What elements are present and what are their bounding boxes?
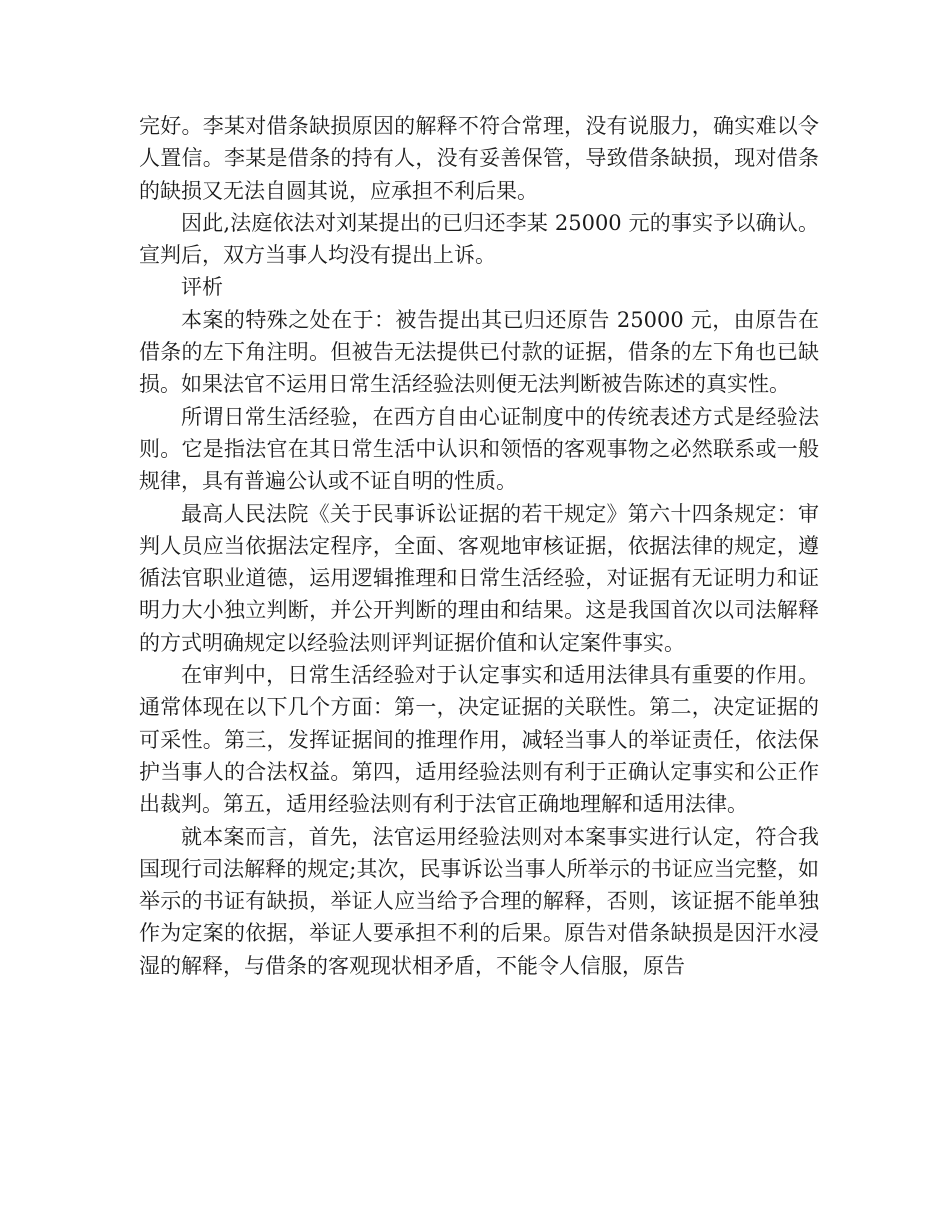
paragraph-supreme-court-rule: 最高人民法院《关于民事诉讼证据的若干规定》第六十四条规定：审判人员应当依据法定程序，全面、客观地审核证据，依据法律的规定，遵循法官职业道德，运用逻辑推理和日常生活经验，对证据有无证明力和证明力大小独立判断，并公开判断的理由和结果。这是我国首次以司法解释的方式明确规定以经验法则评判证据价值和认定案件事实。 [139, 501, 819, 655]
paragraph-case-feature: 本案的特殊之处在于：被告提出其已归还原告 25000 元，由原告在借条的左下角注明。但被告无法提供已付款的证据，借条的左下角也已缺损。如果法官不运用日常生活经验法则便无法判断被告陈述的真实性。 [139, 307, 819, 397]
paragraph-case-application: 就本案而言，首先，法官运用经验法则对本案事实进行认定，符合我国现行司法解释的规定;其次，民事诉讼当事人所举示的书证应当完整，如举示的书证有缺损，举证人应当给予合理的解释，否则，该证据不能单独作为定案的依据，举证人要承担不利的后果。原告对借条缺损是因汗水浸湿的解释，与借条的客观现状相矛盾，不能令人信服，原告 [139, 824, 819, 978]
document-body [139, 110, 819, 982]
paragraph-conclusion: 因此,法庭依法对刘某提出的已归还李某 25000 元的事实予以确认。宣判后，双方当事人均没有提出上诉。 [139, 210, 819, 268]
section-heading-analysis: 评析 [181, 275, 223, 300]
paragraph-trial-role: 在审判中，日常生活经验对于认定事实和适用法律具有重要的作用。通常体现在以下几个方面：第一，决定证据的关联性。第二，决定证据的可采性。第三，发挥证据间的推理作用，减轻当事人的举证责任，依法保护当事人的合法权益。第四，适用经验法则有利于正确认定事实和公正作出裁判。第五，适用经验法则有利于法官正确地理解和适用法律。 [139, 663, 819, 817]
paragraph-experience-definition: 所谓日常生活经验，在西方自由心证制度中的传统表述方式是经验法则。它是指法官在其日常生活中认识和领悟的客观事物之必然联系或一般规律，具有普遍公认或不证自明的性质。 [139, 404, 819, 494]
paragraph-continuation: 完好。李某对借条缺损原因的解释不符合常理，没有说服力，确实难以令人置信。李某是借条的持有人，没有妥善保管，导致借条缺损，现对借条的缺损又无法自圆其说，应承担不利后果。 [139, 114, 819, 203]
